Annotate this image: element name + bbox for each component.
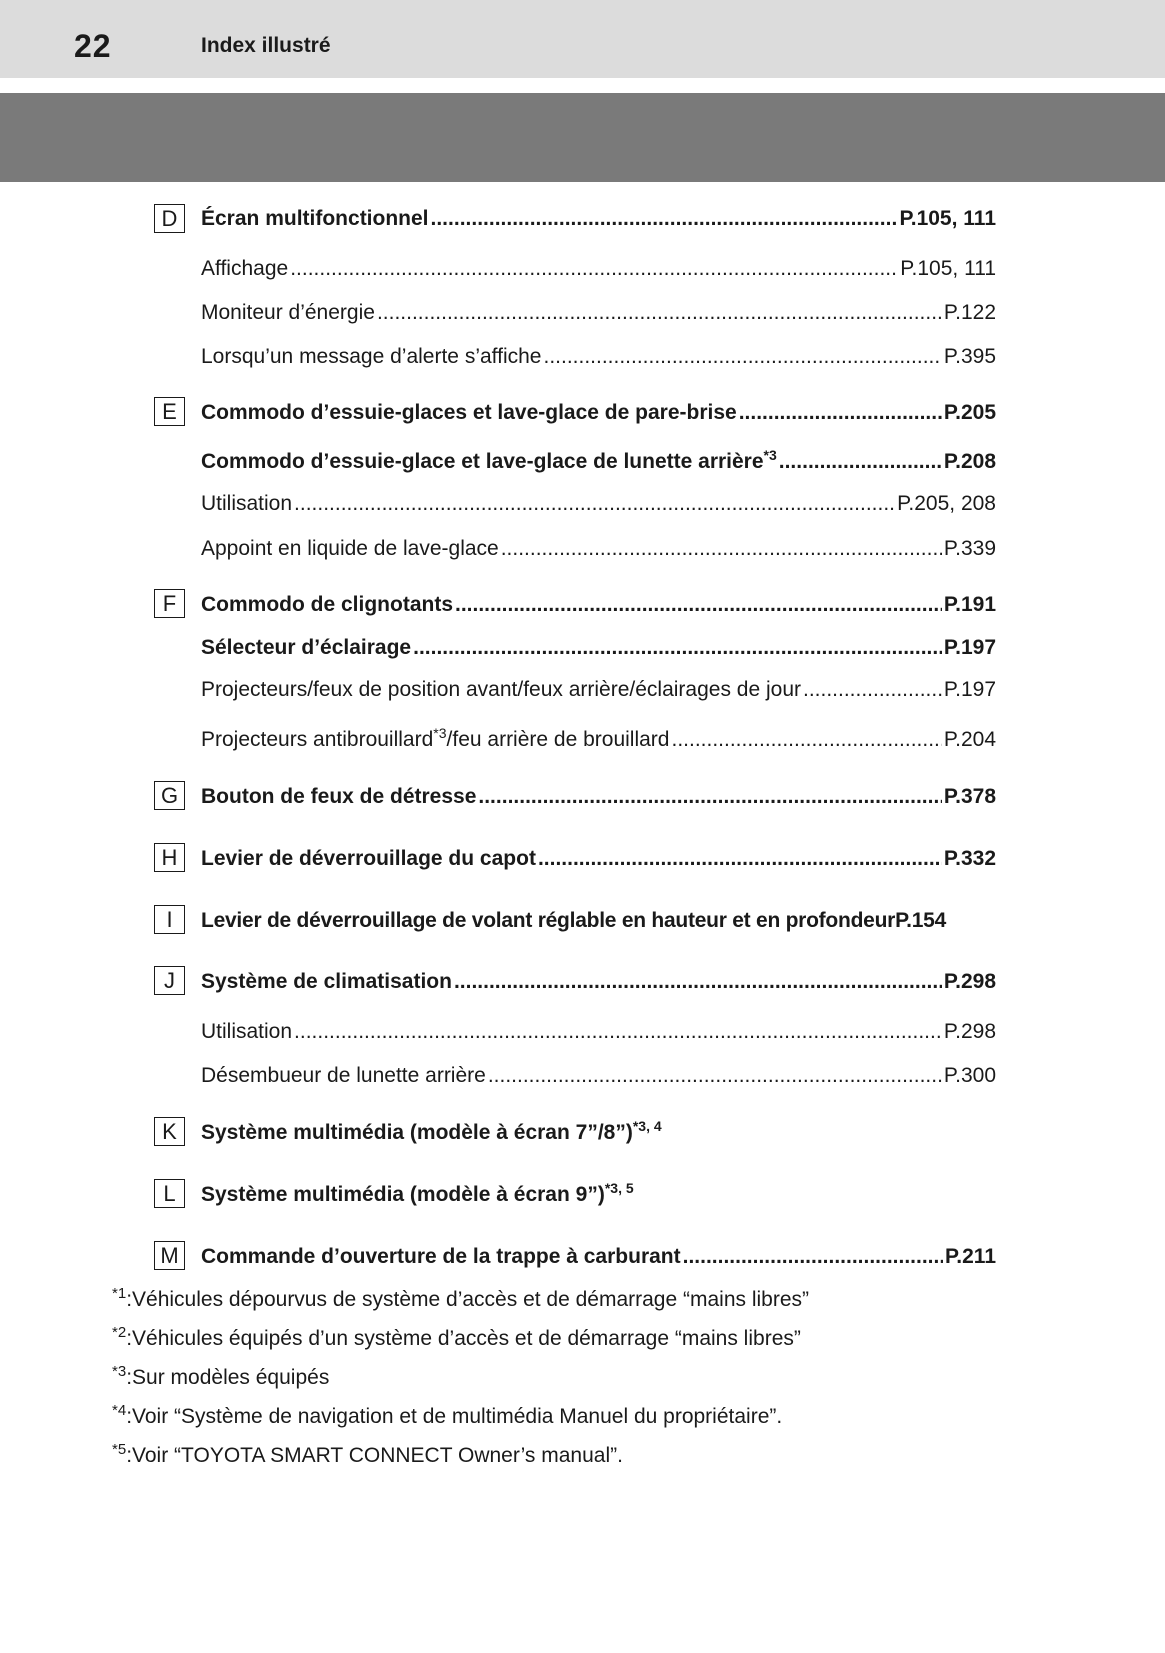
footnote: $^{*2}$:Véhicules équipés d’un système d’accès et de démarrage “mains libres” — [112, 1324, 801, 1350]
entry-label-suffix: /feu arrière de brouillard — [446, 728, 670, 751]
entry-label: Écran multifonctionnel — [201, 207, 429, 230]
leader-dots — [294, 1019, 942, 1045]
entry-page-ref: P.105, 111 — [900, 257, 996, 280]
letter-marker: F — [154, 589, 185, 618]
section-title: Index illustré — [201, 34, 331, 57]
illustration-band — [0, 93, 1165, 182]
entry-label: Système multimédia (modèle à écran 9”) — [201, 1183, 605, 1206]
footnote-text: Véhicules dépourvus de système d’accès et de démarrage “mains libres” — [132, 1288, 810, 1311]
entry-label: Utilisation — [201, 492, 293, 515]
entry-label: Désembueur de lunette arrière — [201, 1064, 486, 1087]
footnote-mark: *2 — [112, 1324, 127, 1341]
entry-page-ref: P.208 — [943, 450, 996, 473]
entry-label: Levier de déverrouillage de volant réglable en hauteur et en profondeur — [201, 909, 896, 932]
entry-label: Commodo d’essuie-glace et lave-glace de lunette arrière — [201, 450, 764, 473]
index-entry[interactable] — [201, 449, 996, 475]
letter-marker: E — [154, 397, 185, 426]
footnote-ref: *3 — [433, 725, 447, 741]
entry-page-ref: P.332 — [943, 847, 996, 870]
entry-page-ref: P.298 — [943, 970, 996, 993]
footnote: $^{*5}$:Voir “TOYOTA SMART CONNECT Owner’s manual”. — [112, 1441, 623, 1467]
index-entry[interactable] — [201, 491, 996, 517]
footnote-mark: *5 — [112, 1441, 127, 1458]
entry-label: Système de climatisation — [201, 970, 452, 993]
leader-dots — [413, 635, 942, 661]
index-entry[interactable] — [201, 1120, 996, 1146]
entry-label: Commodo de clignotants — [201, 593, 453, 616]
footnote-ref: *3, 5 — [604, 1180, 634, 1196]
entry-label: Levier de déverrouillage du capot — [201, 847, 536, 870]
leader-dots — [779, 449, 942, 475]
entry-page-ref: P.105, 111 — [899, 207, 996, 230]
entry-label: Moniteur d’énergie — [201, 301, 375, 324]
index-entry[interactable] — [201, 592, 996, 618]
leader-dots — [538, 846, 942, 872]
letter-marker: J — [154, 966, 185, 995]
footnote: $^{*3}$:Sur modèles équipés — [112, 1363, 330, 1389]
footnote-mark: *3 — [112, 1363, 127, 1380]
leader-dots — [488, 1063, 942, 1089]
index-entry[interactable] — [201, 1063, 996, 1089]
footnote-text: Véhicules équipés d’un système d’accès et de démarrage “mains libres” — [132, 1327, 801, 1350]
entry-page-ref: P.154 — [895, 909, 947, 932]
leader-dots — [455, 592, 942, 618]
entry-label: Bouton de feux de détresse — [201, 785, 477, 808]
footnote-text: Voir “TOYOTA SMART CONNECT Owner’s manual”. — [132, 1444, 623, 1467]
index-entry[interactable] — [201, 344, 996, 370]
index-entry[interactable] — [201, 400, 996, 426]
leader-dots — [478, 784, 941, 810]
entry-label: Commande d’ouverture de la trappe à carburant — [201, 1245, 681, 1268]
entry-label: Affichage — [201, 257, 289, 280]
entry-label: Système multimédia (modèle à écran 7”/8”) — [201, 1121, 633, 1144]
entry-label: Projecteurs antibrouillard — [201, 728, 434, 751]
entry-page-ref: P.205 — [943, 401, 996, 424]
entry-page-ref: P.122 — [943, 301, 996, 324]
index-entry[interactable] — [201, 1244, 996, 1270]
index-entry[interactable] — [201, 784, 996, 810]
footnote-text: Voir “Système de navigation et de multimédia Manuel du propriétaire”. — [132, 1405, 783, 1428]
entry-page-ref: P.378 — [943, 785, 996, 808]
entry-label: Commodo d’essuie-glaces et lave-glace de pare-brise — [201, 401, 737, 424]
leader-dots — [501, 536, 942, 562]
footnote-ref: *3 — [763, 447, 777, 463]
leader-dots — [377, 300, 942, 326]
entry-page-ref: P.339 — [943, 537, 996, 560]
leader-dots — [739, 400, 942, 426]
index-entry[interactable] — [201, 536, 996, 562]
index-entry[interactable] — [201, 677, 996, 703]
letter-marker: H — [154, 843, 185, 872]
index-entry[interactable] — [201, 635, 996, 661]
leader-dots — [543, 344, 941, 370]
letter-marker: I — [154, 905, 185, 934]
leader-dots — [431, 206, 898, 232]
entry-page-ref: P.197 — [943, 636, 996, 659]
entry-label: Projecteurs/feux de position avant/feux arrière/éclairages de jour — [201, 678, 801, 701]
index-entry[interactable] — [201, 1182, 996, 1208]
page-header-bar — [0, 0, 1165, 78]
letter-marker: M — [154, 1241, 185, 1270]
entry-page-ref: P.205, 208 — [897, 492, 996, 515]
leader-dots — [290, 256, 898, 282]
entry-page-ref: P.211 — [944, 1245, 996, 1268]
index-entry[interactable] — [201, 969, 996, 995]
letter-marker: D — [154, 204, 185, 233]
entry-page-ref: P.300 — [943, 1064, 996, 1087]
letter-marker: K — [154, 1117, 185, 1146]
footnote-mark: *4 — [112, 1402, 127, 1419]
entry-page-ref: P.298 — [943, 1020, 996, 1043]
entry-page-ref: P.197 — [943, 678, 996, 701]
letter-marker: L — [154, 1179, 185, 1208]
entry-page-ref: P.191 — [943, 593, 996, 616]
footnote: $^{*4}$:Voir “Système de navigation et de multimédia Manuel du propriétaire”. — [112, 1402, 783, 1428]
leader-dots — [683, 1244, 943, 1270]
index-entry[interactable] — [201, 727, 996, 753]
leader-dots — [294, 491, 895, 517]
footnote: $^{*1}$:Véhicules dépourvus de système d’accès et de démarrage “mains libres” — [112, 1285, 810, 1311]
index-entry[interactable] — [201, 908, 1009, 934]
entry-label: Utilisation — [201, 1020, 293, 1043]
index-entry[interactable] — [201, 1019, 996, 1045]
leader-dots — [454, 969, 942, 995]
entry-label: Sélecteur d’éclairage — [201, 636, 412, 659]
entry-label: Appoint en liquide de lave-glace — [201, 537, 499, 560]
footnote-mark: *1 — [112, 1285, 127, 1302]
entry-label: Lorsqu’un message d’alerte s’affiche — [201, 345, 542, 368]
index-entry[interactable] — [201, 300, 996, 326]
footnote-text: Sur modèles équipés — [132, 1366, 330, 1389]
entry-page-ref: P.204 — [943, 728, 996, 751]
leader-dots — [803, 677, 942, 703]
letter-marker: G — [154, 781, 185, 810]
page-number: 22 — [74, 28, 112, 64]
entry-page-ref: P.395 — [943, 345, 996, 368]
footnote-ref: *3, 4 — [632, 1118, 662, 1134]
index-entry[interactable] — [201, 256, 996, 282]
index-entry[interactable] — [201, 846, 996, 872]
leader-dots — [671, 727, 941, 753]
index-entry[interactable] — [201, 206, 996, 232]
